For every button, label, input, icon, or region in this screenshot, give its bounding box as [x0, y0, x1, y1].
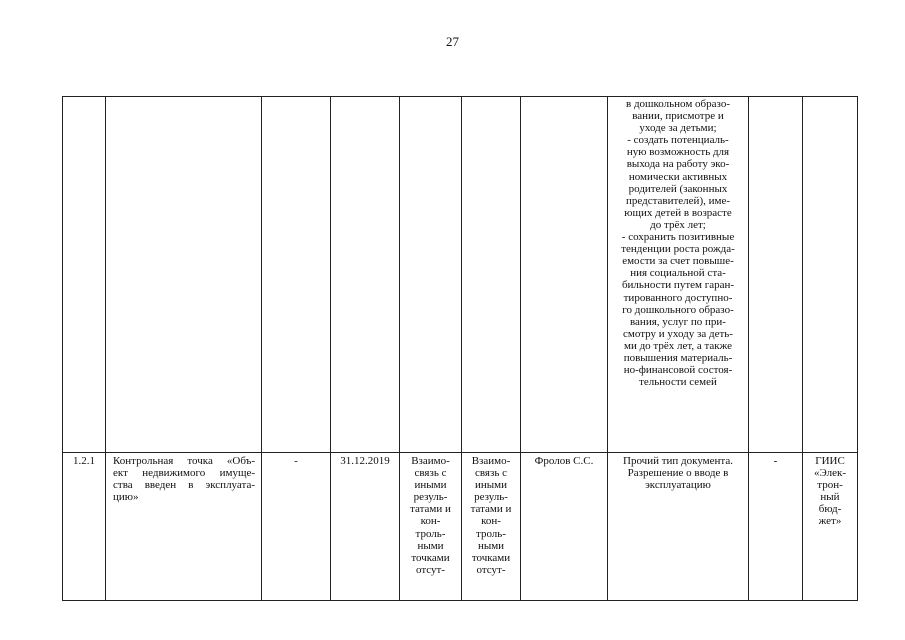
- row-name: Контрольная точка «Объ- ект недвижимого имуще- ства введен в эксплуата- цию»: [113, 455, 255, 504]
- level: -: [773, 455, 778, 467]
- goal-continuation-text: в дошкольном образо- вании, присмотре и уходе за детьми; - создать потенциаль- ную возможность для выхода на работу эко- номически активных родителей (законных представителей), име- ющих детей в возрасте до трёх лет; - сохранить позитивные тенденции роста рожда- емости за счет повыше- ния социальной ста- бильности путем гаран- тированного доступно- го дошкольного образо- вания, услуг по при- смотру и уходу за деть- ми до трёх лет, а также повышения материаль- но-финансовой состоя- тельности семей: [621, 98, 735, 389]
- col-border: [261, 96, 262, 601]
- link-next: Взаимо- связь с иными резуль- татами и кон- троль- ными точками отсут-: [470, 455, 512, 576]
- col-border: [105, 96, 106, 601]
- col-border: [857, 96, 858, 601]
- link-prev: Взаимо- связь с иными резуль- татами и кон- троль- ными точками отсут-: [410, 455, 451, 576]
- row-number: 1.2.1: [73, 455, 95, 467]
- result-document: Прочий тип документа. Разрешение о вводе в эксплуатацию: [623, 455, 733, 492]
- col-border: [520, 96, 521, 601]
- end-date: 31.12.2019: [340, 455, 390, 467]
- start-date: -: [294, 455, 298, 467]
- table-bottom-border: [62, 600, 858, 601]
- row-divider: [62, 452, 858, 453]
- responsible: Фролов С.С.: [534, 455, 594, 467]
- col-border: [330, 96, 331, 601]
- col-border: [748, 96, 749, 601]
- col-border: [62, 96, 63, 601]
- page-number: 27: [446, 34, 459, 49]
- information-system: ГИИС «Элек- трон- ный бюд- жет»: [814, 455, 846, 528]
- table-top-border: [62, 96, 858, 97]
